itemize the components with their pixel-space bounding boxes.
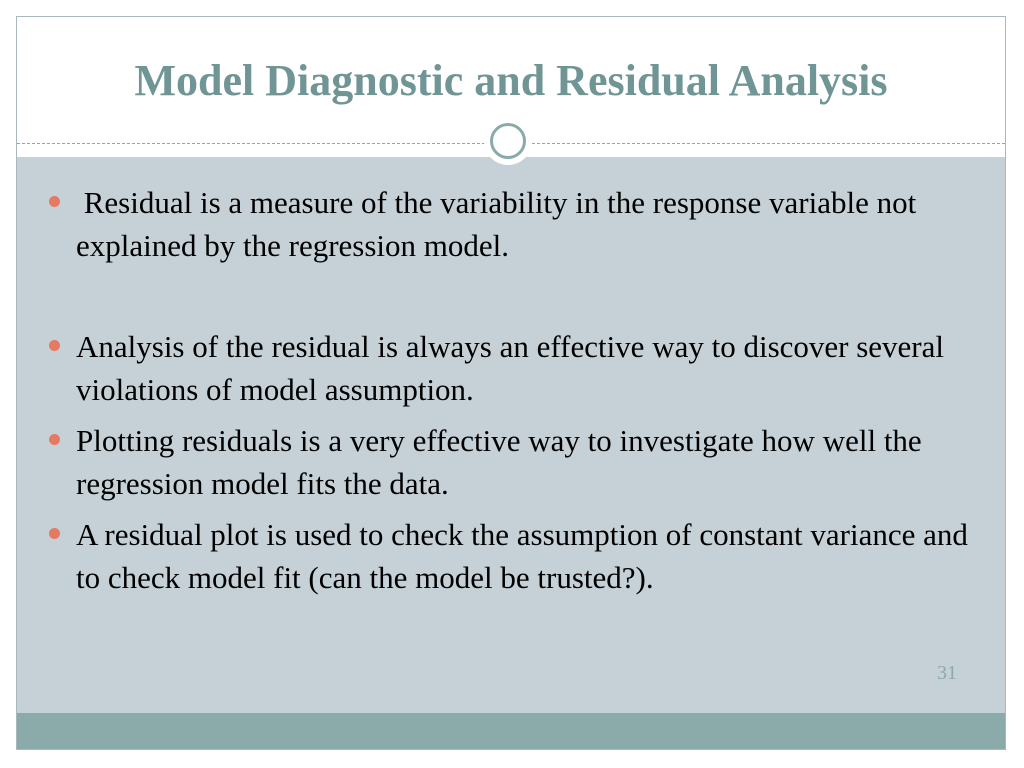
slide: [16, 16, 1006, 750]
bullet-list: [49, 181, 969, 599]
bullet-text: Analysis of the residual is always an effective way to discover several violations of model assumption.: [76, 329, 944, 407]
round-bullet-icon: [49, 434, 60, 445]
bullet-item: [49, 513, 969, 599]
bullet-text: Plotting residuals is a very effective way to investigate how well the regression model fits the data.: [76, 423, 922, 501]
page-number: 31: [937, 662, 957, 684]
bullet-text: A residual plot is used to check the assumption of constant variance and to check model fit (can the model be trusted?).: [76, 517, 968, 595]
footer-bar: [17, 713, 1005, 749]
bullet-item: [49, 181, 969, 267]
round-bullet-icon: [49, 196, 60, 207]
ring-circle-icon: [484, 117, 532, 165]
ring-inner: [490, 123, 526, 159]
slide-title: Model Diagnostic and Residual Analysis: [134, 56, 888, 105]
bullet-item: [49, 325, 969, 411]
bullet-text: Residual is a measure of the variability in the response variable not explained by the regression model.: [76, 185, 924, 263]
round-bullet-icon: [49, 528, 60, 539]
round-bullet-icon: [49, 340, 60, 351]
bullet-item: [49, 419, 969, 505]
